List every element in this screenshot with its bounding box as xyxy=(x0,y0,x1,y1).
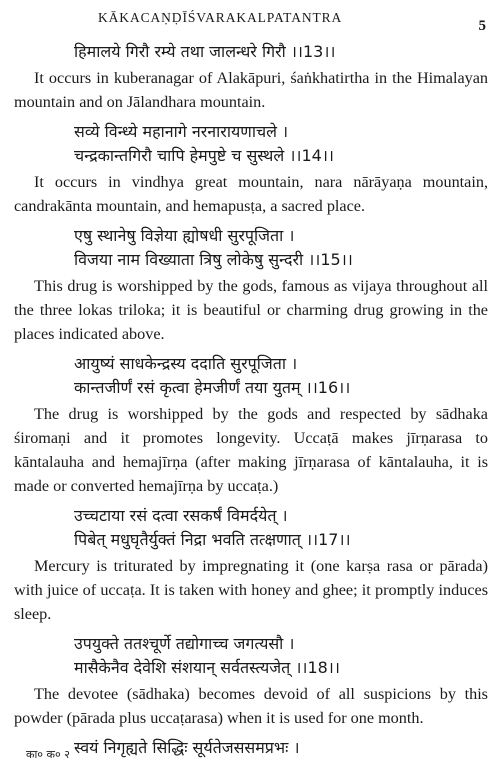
verse-line: कान्तजीर्णं रसं कृत्वा हेमजीर्णं तया युतम् ।।16।। xyxy=(74,378,351,397)
verse-line: चन्द्रकान्तगिरौ चापि हेमपुष्टे च सुस्थले ।।14।। xyxy=(74,146,334,165)
signature-mark: का० क० २ xyxy=(26,748,70,761)
verse-line: सव्ये विन्ध्ये महानागे नरनारायणाचले । xyxy=(74,122,289,141)
translation-paragraph: This drug is worshipped by the gods, famous as vijaya throughout all the three lokas triloka; it is beautiful or charming drug growing in the places indicated above. xyxy=(14,277,488,343)
translation-paragraph: It occurs in kuberanagar of Alakāpuri, śaṅkhatirtha in the Himalayan mountain and on Jālandhara mountain. xyxy=(14,69,488,111)
running-title: KĀKACAṆḌĪŚVARAKALPATANTRA xyxy=(98,10,343,25)
verse-line: मासैकेनैव देवेशि संशयान् सर्वतस्त्यजेत् ।।18।। xyxy=(74,658,340,677)
verse-line: हिमालये गिरौ रम्ये तथा जालन्धरे गिरौ ।।13।। xyxy=(74,42,336,61)
verse-line: उपयुक्ते ततश्चूर्णे तद्योगाच्च जगत्यसौ । xyxy=(74,634,295,653)
page-body xyxy=(14,40,488,760)
translation-paragraph: The devotee (sādhaka) becomes devoid of all suspicions by this powder (pārada plus uccaṭarasa) when it is used for one month. xyxy=(14,685,488,727)
translation-paragraph: The drug is worshipped by the gods and respected by sādhaka śiromaṇi and it promotes longevity. Uccaṭā makes jīrṇarasa to kāntalauha and hemajīrṇa (after making jīrṇarasa of kāntalauha, it is made or converted hemajīrṇa by uccaṭa.) xyxy=(14,405,488,495)
verse-line: उच्चटाया रसं दत्वा रसकर्षं विमर्दयेत् । xyxy=(74,506,288,525)
translation-paragraph: It occurs in vindhya great mountain, nara nārāyaṇa mountain, candrakānta mountain, and hemapusṭa, a sacred place. xyxy=(14,173,488,215)
page-header xyxy=(0,4,500,34)
verse-line: आयुष्यं साधकेन्द्रस्य ददाति सुरपूजिता । xyxy=(74,354,298,373)
verse-line: विजया नाम विख्याता त्रिषु लोकेषु सुन्दरी ।।15।। xyxy=(74,250,353,269)
verse-line: एषु स्थानेषु विज्ञेया ह्योषधी सुरपूजिता । xyxy=(74,226,295,245)
verse-line: पिबेत् मधुघृतैर्युक्तं निद्रा भवति तत्क्षणात् ।।17।। xyxy=(74,530,351,549)
page-number: 5 xyxy=(478,18,486,34)
verse-line: स्वयं निगृह्यते सिद्धिः सूर्यतेजससमप्रभः । xyxy=(74,738,300,757)
translation-paragraph: Mercury is triturated by impregnating it (one karṣa rasa or pārada) with juice of uccaṭa. It is taken with honey and ghee; it promptly induces sleep. xyxy=(14,557,488,623)
